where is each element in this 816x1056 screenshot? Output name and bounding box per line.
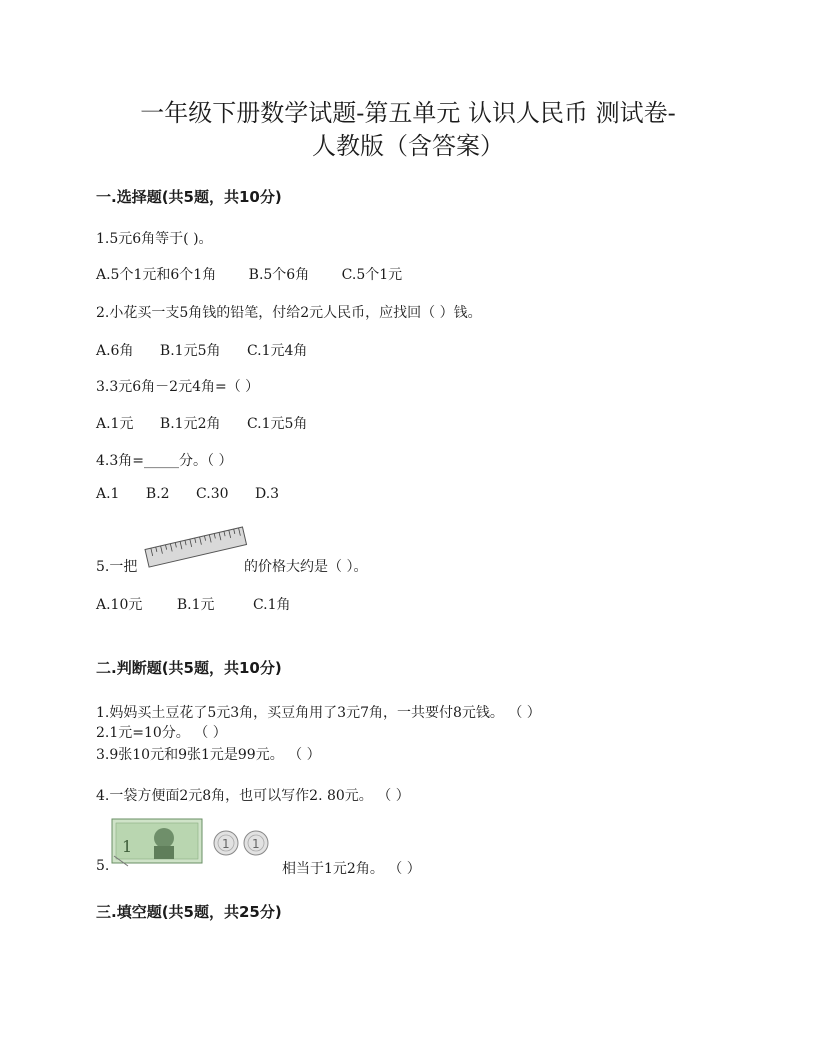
q5-option-b: B.1元 bbox=[176, 597, 215, 613]
coin-icon bbox=[244, 831, 268, 855]
q4-option-b: B.2 bbox=[145, 486, 170, 502]
q4-option-c: C.30 bbox=[196, 486, 229, 502]
judge-item-4: 4.一袋方便面2元8角，也可以写作2. 80元。 （ ） bbox=[96, 788, 410, 804]
q4-stem: 4.3角=_____分。（ ） bbox=[96, 453, 233, 469]
q3-stem: 3.3元6角－2元4角=（ ） bbox=[96, 379, 260, 395]
q3-options bbox=[96, 413, 307, 433]
q1-option-c: C.5个1元 bbox=[341, 267, 403, 283]
svg-text:1: 1 bbox=[122, 837, 133, 856]
judge-item-5-prefix: 5. bbox=[96, 858, 110, 874]
q2-stem: 2.小花买一支5角钱的铅笔，付给2元人民币，应找回（ ）钱。 bbox=[96, 305, 482, 321]
q5-suffix: 的价格大约是（ ）。 bbox=[244, 559, 368, 575]
q3-option-c: C.1元5角 bbox=[246, 416, 308, 432]
document-title-line2: 人教版（含答案） bbox=[312, 132, 504, 160]
svg-text:1: 1 bbox=[222, 837, 230, 851]
q4-option-a: A.1 bbox=[96, 486, 120, 502]
coin-icon bbox=[214, 831, 238, 855]
document-title-line1: 一年级下册数学试题-第五单元 认识人民币 测试卷- bbox=[140, 99, 676, 127]
q1-option-a: A.5个1元和6个1角 bbox=[96, 267, 217, 283]
q2-option-c: C.1元4角 bbox=[246, 343, 308, 359]
svg-text:1: 1 bbox=[252, 837, 260, 851]
q5-prefix: 5.一把 bbox=[96, 559, 138, 575]
q5-options bbox=[96, 594, 291, 614]
section-3-heading: 三.填空题(共5题，共25分) bbox=[96, 903, 282, 921]
q5-option-c: C.1角 bbox=[252, 597, 291, 613]
banknote-icon bbox=[112, 819, 202, 866]
q1-stem: 1.5元6角等于( )。 bbox=[96, 231, 213, 247]
q3-option-a: A.1元 bbox=[96, 416, 134, 432]
q2-options bbox=[96, 340, 307, 360]
ruler-illustration bbox=[144, 518, 248, 574]
q2-option-a: A.6角 bbox=[96, 343, 134, 359]
judge-item-5-suffix: 相当于1元2角。 （ ） bbox=[282, 861, 421, 877]
q3-option-b: B.1元2角 bbox=[159, 416, 221, 432]
judge-item-2: 2.1元=10分。 （ ） bbox=[96, 725, 227, 741]
q1-options bbox=[96, 264, 402, 284]
q5-option-a: A.10元 bbox=[96, 597, 143, 613]
q1-option-b: B.5个6角 bbox=[248, 267, 310, 283]
q4-options bbox=[96, 486, 279, 502]
money-illustration bbox=[110, 816, 275, 868]
q2-option-b: B.1元5角 bbox=[159, 343, 221, 359]
judge-item-1: 1.妈妈买土豆花了5元3角，买豆角用了3元7角，一共要付8元钱。 （ ） bbox=[96, 705, 541, 721]
section-1-heading: 一.选择题(共5题，共10分) bbox=[96, 188, 282, 206]
judge-item-3: 3.9张10元和9张1元是99元。 （ ） bbox=[96, 747, 321, 763]
q4-option-d: D.3 bbox=[254, 486, 280, 502]
section-2-heading: 二.判断题(共5题，共10分) bbox=[96, 659, 282, 677]
